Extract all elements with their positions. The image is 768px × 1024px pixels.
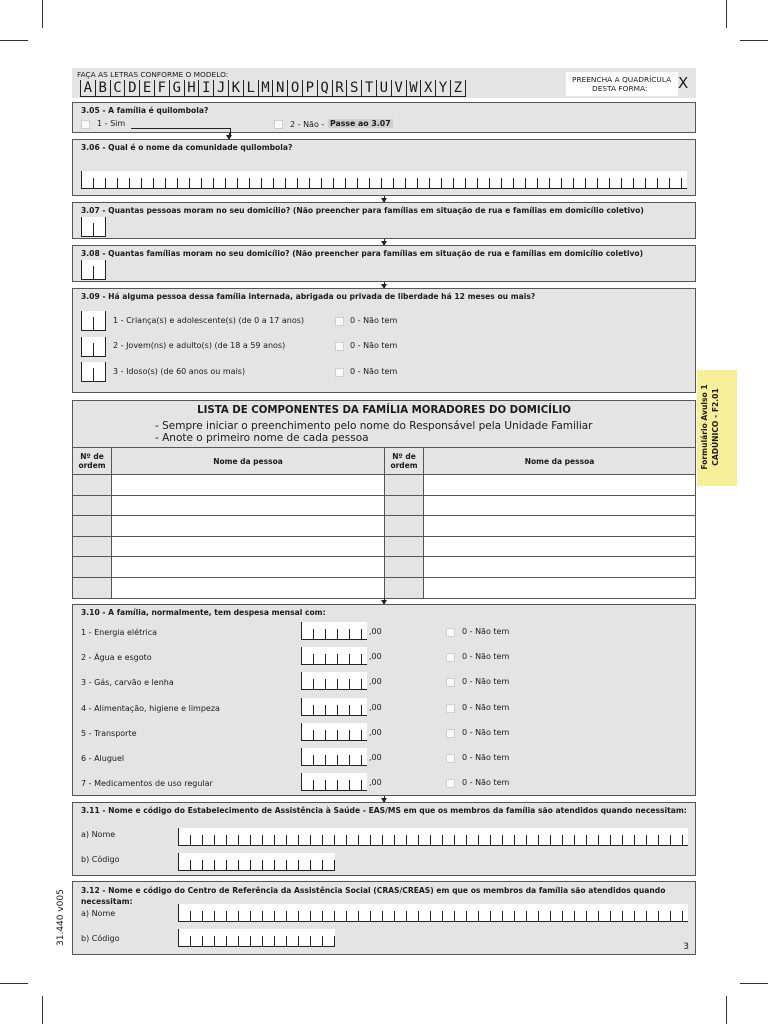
order-cell[interactable] — [73, 495, 112, 516]
expense-none-label: 0 - Não tem — [462, 778, 510, 788]
q309-adults-label: 2 - Jovem(ns) e adulto(s) (de 18 a 59 anos) — [113, 341, 286, 350]
side-tab-line2: CADÚNICO - F2.01 — [711, 388, 720, 466]
q305-yes-leader-line — [230, 128, 231, 135]
expense-cents: ,00 — [369, 627, 382, 636]
question-3-06 — [72, 139, 696, 196]
persons-count-input[interactable] — [81, 217, 106, 237]
q305-skip-note: Passe ao 3.07 — [330, 119, 391, 128]
question-3-05 — [72, 102, 696, 133]
alphabet-letter: G — [170, 80, 185, 97]
q311-name-label: a) Nome — [81, 830, 116, 839]
name-cell[interactable] — [112, 495, 385, 516]
name-cell[interactable] — [112, 577, 385, 598]
side-tab — [697, 370, 737, 486]
document-code: 31.440 v005 — [56, 889, 66, 946]
table-row — [73, 536, 696, 557]
alphabet-letter: M — [259, 80, 274, 97]
expense-amount-input[interactable] — [301, 698, 367, 716]
question-3-06-title: 3.06 - Qual é o nome da comunidade quilombola? — [81, 143, 293, 152]
alphabet-letter: P — [303, 80, 318, 97]
side-tab-text — [699, 372, 721, 482]
alphabet-letter: U — [377, 80, 392, 97]
question-3-11-title: 3.11 - Nome e código do Estabelecimento de Assistência à Saúde - EAS/MS em que os membros da família são atendidos quando necessitam: — [81, 806, 687, 815]
expense-amount-input[interactable] — [301, 773, 367, 791]
expense-label: 2 - Água e esgoto — [81, 653, 152, 663]
families-count-input[interactable] — [81, 260, 106, 280]
components-table — [72, 447, 696, 599]
alphabet-letter: Q — [318, 80, 333, 97]
order-cell[interactable] — [73, 475, 112, 496]
table-row — [73, 557, 696, 578]
alphabet-letter: L — [244, 80, 259, 97]
crop-mark — [0, 40, 28, 41]
table-row — [73, 577, 696, 598]
q312-code-input[interactable] — [178, 929, 335, 947]
q309-children-count-input[interactable] — [81, 311, 106, 331]
alphabet-letter: T — [362, 80, 377, 97]
order-cell[interactable] — [385, 516, 424, 537]
q309-adults-none-checkbox[interactable] — [335, 342, 344, 351]
expense-none-checkbox[interactable] — [446, 779, 455, 788]
expense-label: 1 - Energia elétrica — [81, 628, 158, 637]
alphabet-letter: C — [111, 80, 126, 97]
alphabet-letter: O — [288, 80, 303, 97]
alphabet-letter: X — [421, 80, 436, 97]
q305-no-checkbox[interactable] — [274, 120, 283, 129]
alphabet-letter: Z — [451, 80, 466, 97]
q311-name-input[interactable] — [178, 828, 688, 846]
alphabet-letter: N — [273, 80, 288, 97]
col-name-header: Nome da pessoa — [112, 448, 385, 475]
order-cell[interactable] — [385, 536, 424, 557]
question-3-07-title: 3.07 - Quantas pessoas moram no seu domicílio? (Não preencher para famílias em situação de rua e famílias em domicílio coletivo) — [81, 206, 644, 215]
order-cell[interactable] — [385, 577, 424, 598]
alphabet-letter: V — [392, 80, 407, 97]
order-cell[interactable] — [385, 557, 424, 578]
q305-yes-label: 1 - Sim — [97, 119, 126, 128]
expense-none-checkbox[interactable] — [446, 729, 455, 738]
expense-none-checkbox[interactable] — [446, 628, 455, 637]
q311-code-label: b) Código — [81, 855, 120, 864]
expense-amount-input[interactable] — [301, 723, 367, 741]
order-cell[interactable] — [73, 536, 112, 557]
fill-instruction-line2: DESTA FORMA: — [592, 84, 648, 93]
order-cell[interactable] — [73, 577, 112, 598]
name-cell[interactable] — [424, 495, 696, 516]
expense-none-checkbox[interactable] — [446, 678, 455, 687]
letter-model-instruction: FAÇA AS LETRAS CONFORME O MODELO: — [77, 70, 229, 79]
alphabet-letter: J — [214, 80, 229, 97]
question-3-09-title: 3.09 - Há alguma pessoa dessa família internada, abrigada ou privada de liberdade há 12 meses ou mais? — [81, 292, 536, 301]
question-3-08-title: 3.08 - Quantas famílias moram no seu domicílio? (Não preencher para famílias em situação de rua e famílias em domicílio coletivo) — [81, 249, 644, 258]
crop-mark — [42, 996, 43, 1024]
alphabet-letter: S — [347, 80, 362, 97]
name-cell[interactable] — [112, 516, 385, 537]
expense-label: 6 - Aluguel — [81, 754, 125, 763]
order-cell[interactable] — [385, 495, 424, 516]
q309-elderly-count-input[interactable] — [81, 362, 106, 382]
q309-children-none-label: 0 - Não tem — [350, 316, 398, 325]
crop-mark — [0, 983, 28, 984]
alphabet-letter: F — [155, 80, 170, 97]
name-cell[interactable] — [424, 577, 696, 598]
alphabet-letter: I — [199, 80, 214, 97]
table-row — [73, 475, 696, 496]
crop-mark — [726, 0, 727, 28]
alphabet-letter: Y — [436, 80, 451, 97]
q311-code-input[interactable] — [178, 853, 335, 871]
order-cell[interactable] — [73, 557, 112, 578]
expense-cents: ,00 — [369, 778, 382, 788]
components-note2: - Anote o primeiro nome de cada pessoa — [155, 432, 369, 444]
table-row — [73, 495, 696, 516]
question-3-11 — [72, 802, 696, 876]
fill-instruction-box — [566, 72, 678, 96]
alphabet-letter: W — [407, 80, 422, 97]
q309-elderly-none-checkbox[interactable] — [335, 368, 344, 377]
q312-code-label: b) Código — [81, 934, 120, 943]
alphabet-letter: D — [125, 80, 140, 97]
expense-none-label: 0 - Não tem — [462, 652, 510, 662]
q309-elderly-none-label: 0 - Não tem — [350, 367, 398, 376]
alphabet-letter: E — [140, 80, 155, 97]
expense-amount-input[interactable] — [301, 647, 367, 665]
crop-mark — [42, 0, 43, 28]
order-cell[interactable] — [385, 475, 424, 496]
expense-cents: ,00 — [369, 652, 382, 662]
name-cell[interactable] — [424, 536, 696, 557]
alphabet-letter: H — [185, 80, 200, 97]
question-3-05-title: 3.05 - A família é quilombola? — [81, 106, 209, 115]
q305-yes-leader-line — [131, 128, 231, 129]
side-tab-line1: Formulário Avulso 1 — [700, 384, 709, 470]
col-order-header: Nº de ordem — [73, 448, 112, 475]
q309-children-none-checkbox[interactable] — [335, 317, 344, 326]
fill-mark-example: X — [678, 74, 689, 92]
name-cell[interactable] — [424, 475, 696, 496]
question-3-10 — [72, 604, 696, 796]
expense-label: 5 - Transporte — [81, 728, 137, 738]
crop-mark — [740, 40, 768, 41]
crop-mark — [726, 996, 727, 1024]
community-name-input[interactable] — [81, 171, 687, 189]
components-title: LISTA DE COMPONENTES DA FAMÍLIA MORADORES DO DOMICÍLIO — [197, 405, 571, 416]
expense-cents: ,00 — [369, 677, 382, 687]
expense-none-label: 0 - Não tem — [462, 702, 510, 712]
q309-adults-count-input[interactable] — [81, 337, 106, 357]
name-cell[interactable] — [112, 557, 385, 578]
name-cell[interactable] — [424, 516, 696, 537]
expense-label: 7 - Medicamentos de uso regular — [81, 779, 213, 789]
q309-adults-none-label: 0 - Não tem — [350, 341, 398, 350]
question-3-08 — [72, 245, 696, 282]
alphabet-model — [80, 80, 466, 97]
components-note1: - Sempre iniciar o preenchimento pelo nome do Responsável pela Unidade Familiar — [155, 420, 593, 432]
alphabet-letter: R — [333, 80, 348, 97]
page-number: 3 — [683, 942, 689, 952]
expense-cents: ,00 — [369, 753, 382, 762]
question-3-12-title-line2: necessitam: — [81, 897, 133, 906]
name-cell[interactable] — [112, 475, 385, 496]
alphabet-letter: K — [229, 80, 244, 97]
q312-name-label: a) Nome — [81, 909, 116, 918]
expense-none-label: 0 - Não tem — [462, 627, 510, 636]
expense-none-label: 0 - Não tem — [462, 753, 510, 762]
q305-yes-checkbox[interactable] — [81, 120, 90, 129]
question-3-07 — [72, 202, 696, 239]
q309-children-label: 1 - Criança(s) e adolescente(s) (de 0 a 17 anos) — [113, 316, 305, 325]
expense-none-label: 0 - Não tem — [462, 677, 510, 687]
alphabet-letter: A — [80, 80, 96, 97]
q305-no-label: 2 - Não - — [290, 120, 325, 129]
name-cell[interactable] — [112, 536, 385, 557]
expense-none-checkbox[interactable] — [446, 704, 455, 713]
question-3-10-title: 3.10 - A família, normalmente, tem despesa mensal com: — [81, 608, 326, 617]
expense-amount-input[interactable] — [301, 622, 367, 640]
col-name-header: Nome da pessoa — [424, 448, 696, 475]
order-cell[interactable] — [73, 516, 112, 537]
expense-cents: ,00 — [369, 727, 382, 737]
expense-label: 4 - Alimentação, higiene e limpeza — [81, 703, 220, 713]
expense-none-checkbox[interactable] — [446, 653, 455, 662]
question-3-09 — [72, 288, 696, 393]
alphabet-letter: B — [96, 80, 111, 97]
expense-amount-input[interactable] — [301, 672, 367, 690]
expense-amount-input[interactable] — [301, 748, 367, 766]
col-order-header: Nº de ordem — [385, 448, 424, 475]
question-3-12 — [72, 881, 696, 955]
q312-name-input[interactable] — [178, 904, 688, 922]
table-row — [73, 516, 696, 537]
q309-elderly-label: 3 - Idoso(s) (de 60 anos ou mais) — [113, 367, 246, 376]
expense-none-label: 0 - Não tem — [462, 727, 510, 737]
expense-cents: ,00 — [369, 702, 382, 712]
components-header — [72, 400, 696, 448]
name-cell[interactable] — [424, 557, 696, 578]
question-3-12-title-line1: 3.12 - Nome e código do Centro de Referência da Assistência Social (CRAS/CREAS) em que os membros da família são atendidos quando — [81, 886, 666, 895]
crop-mark — [740, 983, 768, 984]
expense-none-checkbox[interactable] — [446, 754, 455, 763]
fill-instruction-line1: PREENCHA A QUADRÍCULA — [572, 75, 672, 84]
expense-label: 3 - Gás, carvão e lenha — [81, 678, 174, 688]
